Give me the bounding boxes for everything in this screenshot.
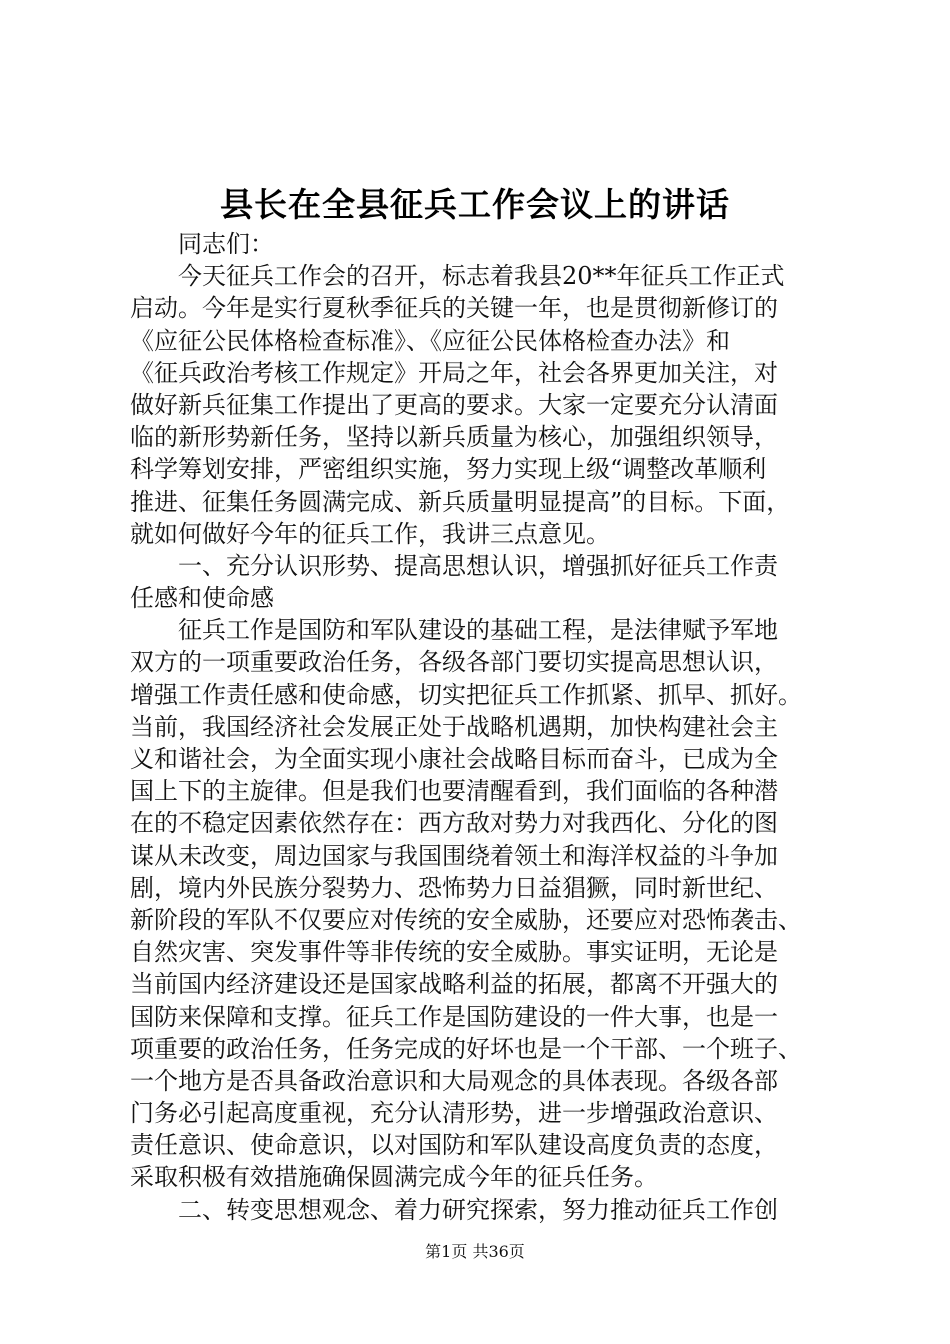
paragraph-line: 新阶段的军队不仅要应对传统的安全威胁，还要应对恐怖袭击、 <box>130 905 802 934</box>
paragraph-line: 《应征公民体格检查标准》、《应征公民体格检查办法》和 <box>130 326 730 355</box>
paragraph-line: 一个地方是否具备政治意识和大局观念的具体表现。各级各部 <box>130 1066 778 1095</box>
section-heading-line: 二、转变思想观念、着力研究探索，努力推动征兵工作创 <box>178 1195 778 1224</box>
paragraph-line: 临的新形势新任务，坚持以新兵质量为核心，加强组织领导， <box>130 423 778 452</box>
document-title: 县长在全县征兵工作会议上的讲话 <box>220 185 730 224</box>
paragraph-line: 国防来保障和支撑。征兵工作是国防建设的一件大事，也是一 <box>130 1002 778 1031</box>
paragraph-line: 做好新兵征集工作提出了更高的要求。大家一定要充分认清面 <box>130 390 778 419</box>
paragraph-line: 推进、征集任务圆满完成、新兵质量明显提高”的目标。下面， <box>130 487 791 516</box>
section-heading-line: 一、充分认识形势、提高思想认识，增强抓好征兵工作责 <box>178 551 778 580</box>
paragraph-line: 谋从未改变，周边国家与我国围绕着领土和海洋权益的斗争加 <box>130 841 778 870</box>
paragraph-line: 征兵工作是国防和军队建设的基础工程，是法律赋予军地 <box>178 616 778 645</box>
paragraph-line: 采取积极有效措施确保圆满完成今年的征兵任务。 <box>130 1163 658 1192</box>
document-body <box>130 228 830 1226</box>
paragraph-line: 门务必引起高度重视，充分认清形势，进一步增强政治意识、 <box>130 1099 778 1128</box>
paragraph-line: 就如何做好今年的征兵工作，我讲三点意见。 <box>130 519 610 548</box>
greeting-line: 同志们： <box>178 230 274 258</box>
paragraph-line: 自然灾害、突发事件等非传统的安全威胁。事实证明，无论是 <box>130 938 778 967</box>
paragraph-line: 在的不稳定因素依然存在：西方敌对势力对我西化、分化的图 <box>130 809 778 838</box>
paragraph-line: 今天征兵工作会的召开，标志着我县20**年征兵工作正式 <box>178 262 785 291</box>
paragraph-line: 《征兵政治考核工作规定》开局之年，社会各界更加关注，对 <box>130 358 778 387</box>
paragraph-line: 项重要的政治任务，任务完成的好坏也是一个干部、一个班子、 <box>130 1034 802 1063</box>
paragraph-line: 科学筹划安排，严密组织实施，努力实现上级“调整改革顺利 <box>130 455 767 484</box>
paragraph-line: 当前国内经济建设还是国家战略利益的拓展，都离不开强大的 <box>130 970 778 999</box>
section-heading-line: 任感和使命感 <box>130 584 274 613</box>
paragraph-line: 双方的一项重要政治任务，各级各部门要切实提高思想认识， <box>130 648 778 677</box>
paragraph-line: 当前，我国经济社会发展正处于战略机遇期，加快构建社会主 <box>130 712 778 741</box>
paragraph-line: 责任意识、使命意识，以对国防和军队建设高度负责的态度， <box>130 1131 778 1160</box>
paragraph-line: 国上下的主旋律。但是我们也要清醒看到，我们面临的各种潜 <box>130 777 778 806</box>
paragraph-line: 义和谐社会，为全面实现小康社会战略目标而奋斗，已成为全 <box>130 745 778 773</box>
paragraph-line: 启动。今年是实行夏秋季征兵的关键一年，也是贯彻新修订的 <box>130 294 778 323</box>
paragraph-line: 增强工作责任感和使命感，切实把征兵工作抓紧、抓早、抓好。 <box>130 680 802 709</box>
page-footer: 第1页 共36页 <box>425 1242 525 1261</box>
paragraph-line: 剧，境内外民族分裂势力、恐怖势力日益猖獗，同时新世纪、 <box>130 873 778 902</box>
